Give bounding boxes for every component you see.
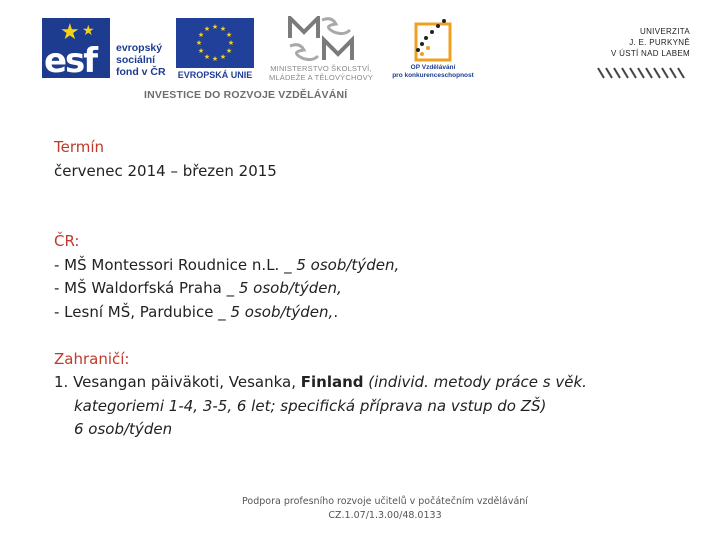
msmt-logo-text bbox=[256, 64, 386, 82]
svg-text:★: ★ bbox=[195, 39, 203, 47]
eu-flag-icon bbox=[176, 18, 254, 68]
abroad-item-detail: (individ. metody práce s věk. bbox=[363, 373, 587, 391]
university-text-line: J. E. PURKYNĚ bbox=[629, 38, 690, 47]
university-logo bbox=[596, 26, 690, 82]
university-text-line: UNIVERZITA bbox=[640, 27, 690, 36]
cr-item-detail: 5 osob/týden, bbox=[296, 255, 400, 274]
svg-text:★: ★ bbox=[203, 53, 211, 61]
op-text-line: OP Vzdělávání bbox=[410, 64, 456, 71]
list-item bbox=[54, 301, 694, 325]
svg-text:★: ★ bbox=[211, 55, 219, 63]
svg-text:★: ★ bbox=[225, 31, 233, 39]
university-logo-text bbox=[611, 26, 690, 59]
op-text-line: pro konkurenceschopnost bbox=[392, 72, 474, 79]
svg-text:★: ★ bbox=[211, 23, 219, 31]
msmt-text-line: MINISTERSTVO ŠKOLSTVÍ, bbox=[270, 64, 372, 73]
msmt-mark-icon bbox=[286, 16, 356, 62]
abroad-item-country: Finland bbox=[300, 373, 364, 391]
spacer bbox=[54, 324, 694, 348]
svg-text:★: ★ bbox=[219, 25, 227, 33]
svg-text:★: ★ bbox=[197, 31, 205, 39]
eu-logo bbox=[176, 18, 254, 82]
esf-text-line: sociální bbox=[116, 54, 156, 66]
cr-item-detail: 5 osob/týden, bbox=[238, 279, 342, 297]
list-item bbox=[54, 371, 694, 395]
eu-stars-icon bbox=[176, 18, 254, 68]
msmt-logo bbox=[256, 16, 386, 82]
cr-item-name: - MŠ Montessori Roudnice n.L. _ bbox=[54, 255, 297, 274]
footer-project-name: Podpora profesního rozvoje učitelů v počátečním vzdělávání bbox=[242, 496, 528, 507]
svg-text:★: ★ bbox=[219, 53, 227, 61]
esf-logo bbox=[42, 18, 170, 82]
esf-wordmark: esf bbox=[44, 41, 97, 81]
esf-star-icon: ★ bbox=[82, 23, 95, 39]
esf-logo-mark bbox=[42, 18, 110, 81]
svg-text:★: ★ bbox=[227, 39, 235, 47]
cr-item-name: - Lesní MŠ, Pardubice _ bbox=[54, 302, 231, 321]
abroad-item-detail-continued: kategoriemi 1-4, 3-5, 6 let; specifická příprava na vstup do ZŠ) bbox=[74, 396, 547, 415]
cr-item-detail: 5 osob/týden, bbox=[230, 302, 334, 321]
abroad-item-name: 1. Vesangan päiväkoti, Vesanka, bbox=[54, 373, 301, 391]
msmt-text-line: MLÁDEŽE A TĚLOVÝCHOVY bbox=[268, 73, 374, 82]
abroad-item-capacity: 6 osob/týden bbox=[74, 420, 173, 438]
spacer bbox=[54, 183, 694, 207]
cr-item-suffix: . bbox=[333, 302, 339, 321]
university-text-line: V ÚSTÍ NAD LABEM bbox=[610, 49, 690, 58]
esf-star-icon: ★ bbox=[60, 20, 80, 45]
spacer bbox=[54, 207, 694, 231]
cr-heading: ČR: bbox=[54, 232, 80, 250]
cr-item-name: - MŠ Waldorfská Praha _ bbox=[54, 279, 239, 297]
slide-content bbox=[54, 136, 694, 442]
investment-slogan: INVESTICE DO ROZVOJE VZDĚLÁVÁNÍ bbox=[144, 89, 348, 101]
eu-logo-text: EVROPSKÁ UNIE bbox=[177, 70, 253, 80]
list-item bbox=[54, 277, 694, 301]
esf-text-line: fond v ČR bbox=[116, 66, 166, 78]
abroad-heading: Zahraničí: bbox=[54, 349, 130, 368]
footer bbox=[180, 495, 590, 523]
university-hatch-icon bbox=[596, 66, 690, 80]
term-heading: Termín bbox=[54, 138, 105, 156]
footer-project-code: CZ.1.07/1.3.00/48.0133 bbox=[328, 510, 442, 521]
svg-text:★: ★ bbox=[225, 47, 233, 55]
op-logo-text bbox=[392, 64, 474, 80]
svg-text:★: ★ bbox=[197, 47, 205, 55]
esf-text-line: evropský bbox=[116, 42, 163, 54]
term-value: červenec 2014 – březen 2015 bbox=[54, 161, 277, 180]
op-mark-icon bbox=[406, 16, 456, 62]
svg-text:★: ★ bbox=[203, 25, 211, 33]
list-item bbox=[54, 254, 694, 278]
op-logo bbox=[392, 16, 474, 82]
esf-logo-text bbox=[116, 42, 166, 78]
